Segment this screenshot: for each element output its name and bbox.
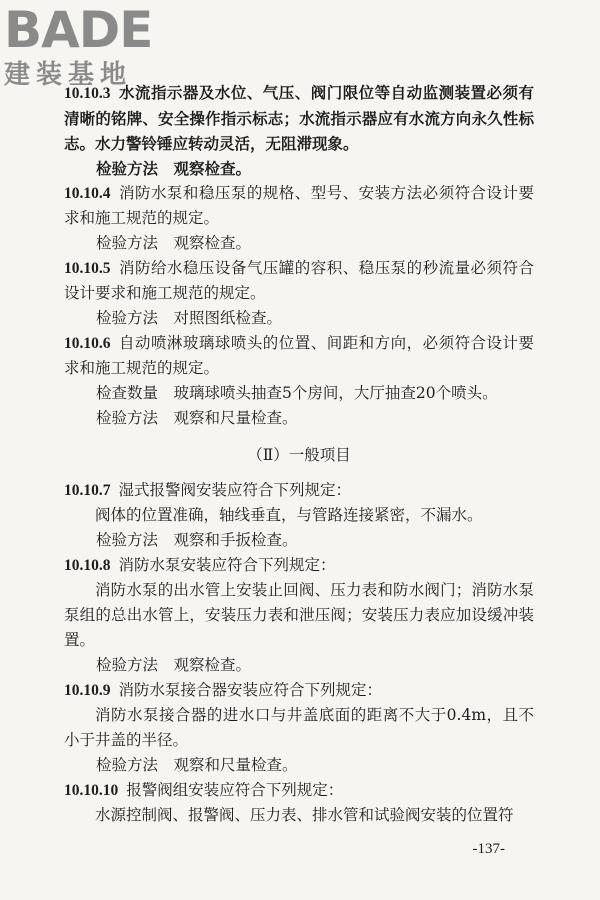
- clause-body: 检验方法 观察检查。: [96, 159, 252, 178]
- clause-text: [64, 381, 534, 406]
- document-body: [64, 80, 534, 828]
- clause-text: [64, 306, 534, 331]
- clause-10-10-7: [64, 478, 534, 503]
- clause-body: 消防水泵接合器安装应符合下列规定：: [118, 681, 383, 699]
- clause-body: 消防给水稳压设备气压罐的容积、稳压泵的秒流量必须符合设计要求和施工规范的规定。: [64, 259, 534, 302]
- clause-body: 消防水泵接合器的进水口与井盖底面的距离不大于0.4m，且不小于井盖的半径。: [64, 706, 534, 749]
- clause-body: 自动喷淋玻璃球喷头的位置、间距和方向，必须符合设计要求和施工规范的规定。: [64, 334, 534, 377]
- page-number: -137-: [472, 841, 505, 857]
- clause-text: [64, 653, 534, 678]
- clause-body: 阀体的位置准确，轴线垂直，与管路连接紧密，不漏水。: [95, 506, 483, 524]
- clause-text: [64, 503, 534, 528]
- clause-text: [64, 528, 534, 553]
- clause-body: 消防水泵的出水管上安装止回阀、压力表和防水阀门；消防水泵泵组的总出水管上，安装压力表和泄压阀；安装压力表应加设缓冲装置。: [64, 581, 534, 649]
- clause-text: [64, 803, 534, 828]
- clause-text: [64, 753, 534, 778]
- clause-body: 检验方法 观察检查。: [96, 656, 252, 674]
- clause-text: [64, 231, 534, 256]
- clause-number: 10.10.8: [64, 557, 111, 574]
- clause-body: 消防水泵和稳压泵的规格、型号、安装方法必须符合设计要求和施工规范的规定。: [64, 184, 534, 227]
- section-title: （Ⅱ）一般项目: [247, 446, 351, 464]
- clause-10-10-8: [64, 553, 534, 578]
- clause-number: 10.10.6: [64, 335, 111, 352]
- clause-text: [64, 578, 534, 653]
- clause-body: 水源控制阀、报警阀、压力表、排水管和试验阀安装的位置符: [95, 806, 514, 824]
- clause-body: 消防水泵安装应符合下列规定：: [118, 556, 336, 574]
- clause-text: [64, 406, 534, 431]
- clause-body: 检验方法 观察和手扳检查。: [96, 531, 298, 549]
- clause-body: 检验方法 观察和尺量检查。: [96, 756, 298, 774]
- clause-10-10-9: [64, 678, 534, 703]
- clause-body: 报警阀组安装应符合下列规定：: [126, 781, 344, 799]
- clause-number: 10.10.10: [64, 782, 119, 799]
- clause-text: [64, 156, 534, 181]
- clause-number: 10.10.5: [64, 260, 111, 277]
- clause-number: 10.10.9: [64, 682, 111, 699]
- clause-number: 10.10.7: [64, 482, 111, 499]
- logo-wordmark: BADE: [4, 1, 153, 59]
- clause-10-10-3: [64, 80, 534, 156]
- clause-number: 10.10.4: [64, 185, 111, 202]
- clause-body: 检验方法 对照图纸检查。: [96, 309, 283, 327]
- clause-body: 水流指示器及水位、气压、阀门限位等自动监测装置必须有清晰的铭牌、安全操作指示标志；水流指示器应有水流方向永久性标志。水力警铃锤应转动灵活，无阻滞现象。: [64, 83, 534, 153]
- clause-10-10-5: [64, 256, 534, 306]
- logo-subtitle: 建装基地: [4, 60, 133, 90]
- clause-text: [64, 703, 534, 753]
- clause-body: 检验方法 观察和尺量检查。: [96, 409, 298, 427]
- clause-10-10-10: [64, 778, 534, 803]
- clause-body: 湿式报警阀安装应符合下列规定：: [118, 481, 352, 499]
- clause-body: 检查数量 玻璃球喷头抽查5个房间，大厅抽查20个喷头。: [96, 384, 498, 402]
- clause-number: 10.10.3: [64, 85, 111, 102]
- clause-10-10-6: [64, 331, 534, 381]
- clause-10-10-4: [64, 181, 534, 231]
- clause-body: 检验方法 观察检查。: [96, 234, 252, 252]
